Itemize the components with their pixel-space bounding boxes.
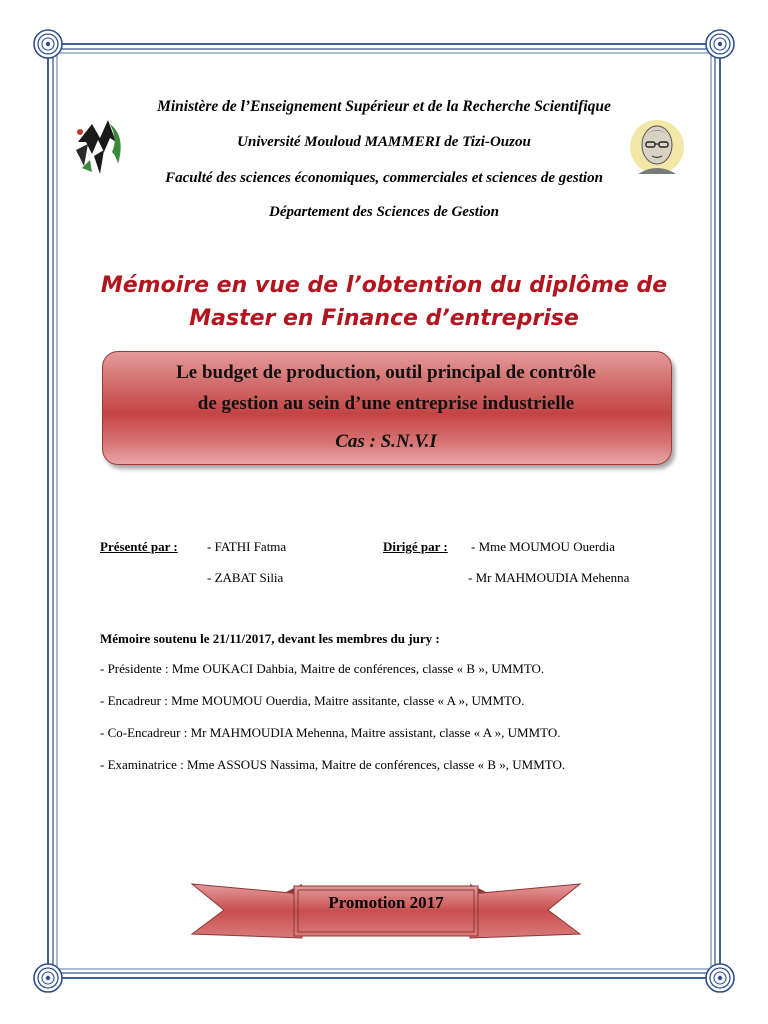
presenter-name: - FATHI Fatma [207, 539, 287, 554]
directed-by-label: Dirigé par : [383, 539, 448, 554]
promotion-ribbon [190, 880, 582, 950]
subject-line1: Le budget de production, outil principal de contrôle [176, 362, 596, 383]
ministry-heading: Ministère de l’Enseignement Supérieur et de la Recherche Scientifique [157, 98, 611, 115]
jury-member: - Présidente : Mme OUKACI Dahbia, Maitre de conférences, classe « B », UMMTO. [100, 661, 545, 676]
thesis-title-line2: Master en Finance d’entreprise [189, 306, 579, 331]
director-name: - Mr MAHMOUDIA Mehenna [468, 570, 630, 585]
promotion-label: Promotion 2017 [328, 893, 444, 912]
subject-line2: de gestion au sein d’une entreprise industrielle [197, 393, 575, 414]
thesis-title-line1: Mémoire en vue de l’obtention du diplôme de [100, 273, 668, 298]
director-name: - Mme MOUMOU Ouerdia [471, 539, 616, 554]
presented-by-label: Présenté par : [100, 539, 178, 554]
jury-member: - Encadreur : Mme MOUMOU Ouerdia, Maitre assitante, classe « A », UMMTO. [100, 693, 525, 708]
portrait-emblem-icon [628, 116, 686, 178]
presenter-name: - ZABAT Silia [207, 570, 284, 585]
faculty-heading: Faculté des sciences économiques, commerciales et sciences de gestion [165, 170, 603, 186]
university-heading: Université Mouloud MAMMERI de Tizi-Ouzou [237, 134, 531, 150]
department-heading: Département des Sciences de Gestion [269, 204, 499, 220]
subject-case: Cas : S.N.V.I [335, 431, 437, 452]
jury-heading: Mémoire soutenu le 21/11/2017, devant les membres du jury : [100, 631, 440, 646]
jury-member: - Examinatrice : Mme ASSOUS Nassima, Maitre de conférences, classe « B », UMMTO. [100, 757, 566, 772]
university-logo-icon [70, 112, 132, 182]
jury-member: - Co-Encadreur : Mr MAHMOUDIA Mehenna, Maitre assistant, classe « A », UMMTO. [100, 725, 561, 740]
